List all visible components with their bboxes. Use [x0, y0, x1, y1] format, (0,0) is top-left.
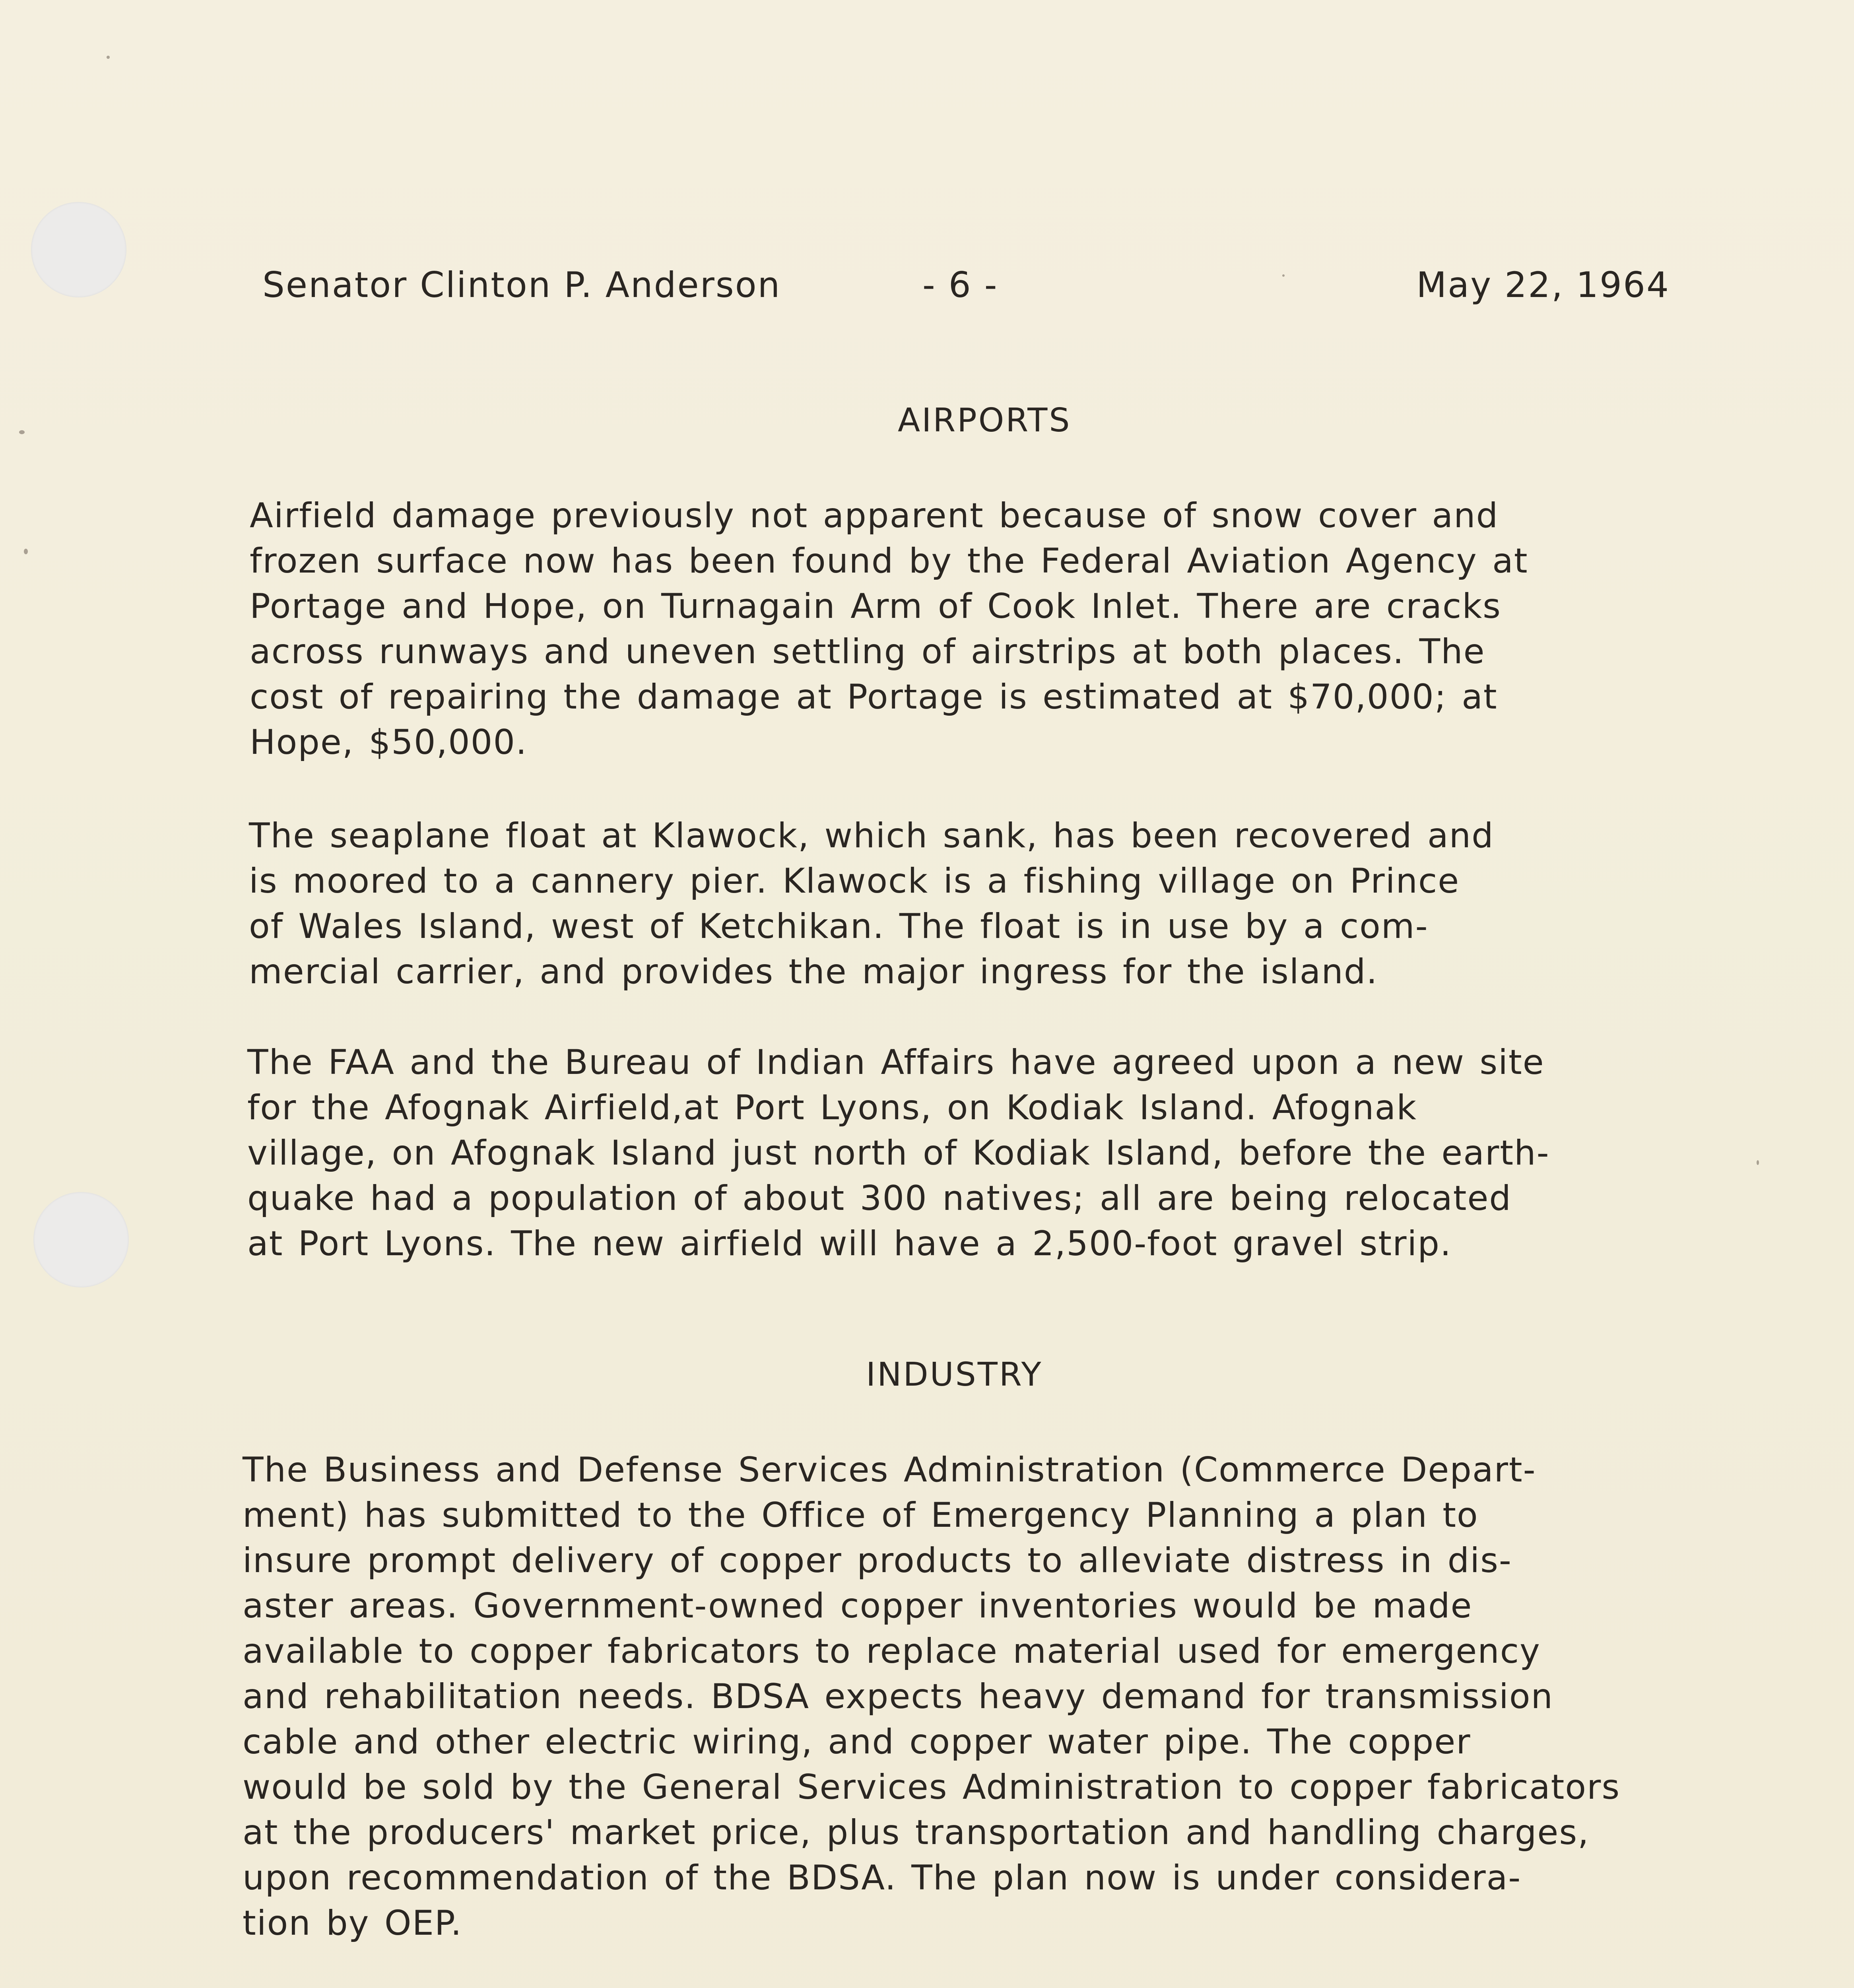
text-line: The Business and Defense Services Administration (Commerce Depart-	[243, 1450, 1536, 1490]
header-date: May 22, 1964	[1416, 264, 1670, 305]
text-line: is moored to a cannery pier. Klawock is a fishing village on Prince	[249, 861, 1460, 901]
text-line: across runways and uneven settling of airstrips at both places. The	[250, 632, 1485, 672]
paper-speck	[107, 56, 110, 59]
paper-speck	[24, 549, 28, 554]
punch-hole	[33, 1192, 129, 1287]
text-line: Airfield damage previously not apparent because of snow cover and	[250, 496, 1499, 536]
text-line: at Port Lyons. The new airfield will have a 2,500-foot gravel strip.	[247, 1224, 1452, 1264]
header-sender: Senator Clinton P. Anderson	[262, 264, 781, 305]
text-line: frozen surface now has been found by the Federal Aviation Agency at	[250, 541, 1528, 581]
text-line: ment) has submitted to the Office of Emergency Planning a plan to	[243, 1495, 1479, 1535]
airports-paragraph-3	[247, 1040, 1695, 1266]
text-line: Portage and Hope, on Turnagain Arm of Cook Inlet. There are cracks	[250, 586, 1501, 626]
text-line: for the Afognak Airfield,at Port Lyons, on Kodiak Island. Afognak	[247, 1088, 1417, 1128]
industry-paragraph-1	[243, 1447, 1714, 1946]
letter-header	[262, 264, 1670, 312]
text-line: would be sold by the General Services Administration to copper fabricators	[243, 1767, 1621, 1807]
paper-speck	[1757, 1160, 1759, 1165]
airports-paragraph-2	[249, 813, 1640, 994]
airports-paragraph-1	[250, 493, 1641, 765]
text-line: cable and other electric wiring, and copper water pipe. The copper	[243, 1722, 1471, 1762]
text-line: quake had a population of about 300 natives; all are being relocated	[247, 1178, 1512, 1218]
text-line: cost of repairing the damage at Portage is estimated at $70,000; at	[250, 677, 1498, 717]
text-line: insure prompt delivery of copper products to alleviate distress in dis-	[243, 1541, 1512, 1580]
punch-hole	[31, 202, 126, 297]
text-line: and rehabilitation needs. BDSA expects heavy demand for transmission	[243, 1677, 1554, 1716]
text-line: village, on Afognak Island just north of Kodiak Island, before the earth-	[247, 1133, 1550, 1173]
text-line: Hope, $50,000.	[250, 722, 528, 762]
text-line: aster areas. Government-owned copper inventories would be made	[243, 1586, 1473, 1626]
text-line: available to copper fabricators to replace material used for emergency	[243, 1631, 1541, 1671]
text-line: The seaplane float at Klawock, which sank, has been recovered and	[249, 816, 1494, 856]
text-line: upon recommendation of the BDSA. The plan now is under considera-	[243, 1858, 1522, 1898]
section-heading-airports: AIRPORTS	[898, 402, 1072, 439]
header-page-number: - 6 -	[922, 264, 998, 305]
text-line: mercial carrier, and provides the major ingress for the island.	[249, 952, 1378, 992]
text-line: at the producers' market price, plus transportation and handling charges,	[243, 1813, 1590, 1852]
text-line: The FAA and the Bureau of Indian Affairs have agreed upon a new site	[247, 1043, 1545, 1082]
text-line: tion by OEP.	[243, 1903, 462, 1943]
text-line: of Wales Island, west of Ketchikan. The float is in use by a com-	[249, 907, 1429, 946]
paper-speck	[19, 430, 25, 434]
section-heading-industry: INDUSTRY	[866, 1356, 1043, 1394]
